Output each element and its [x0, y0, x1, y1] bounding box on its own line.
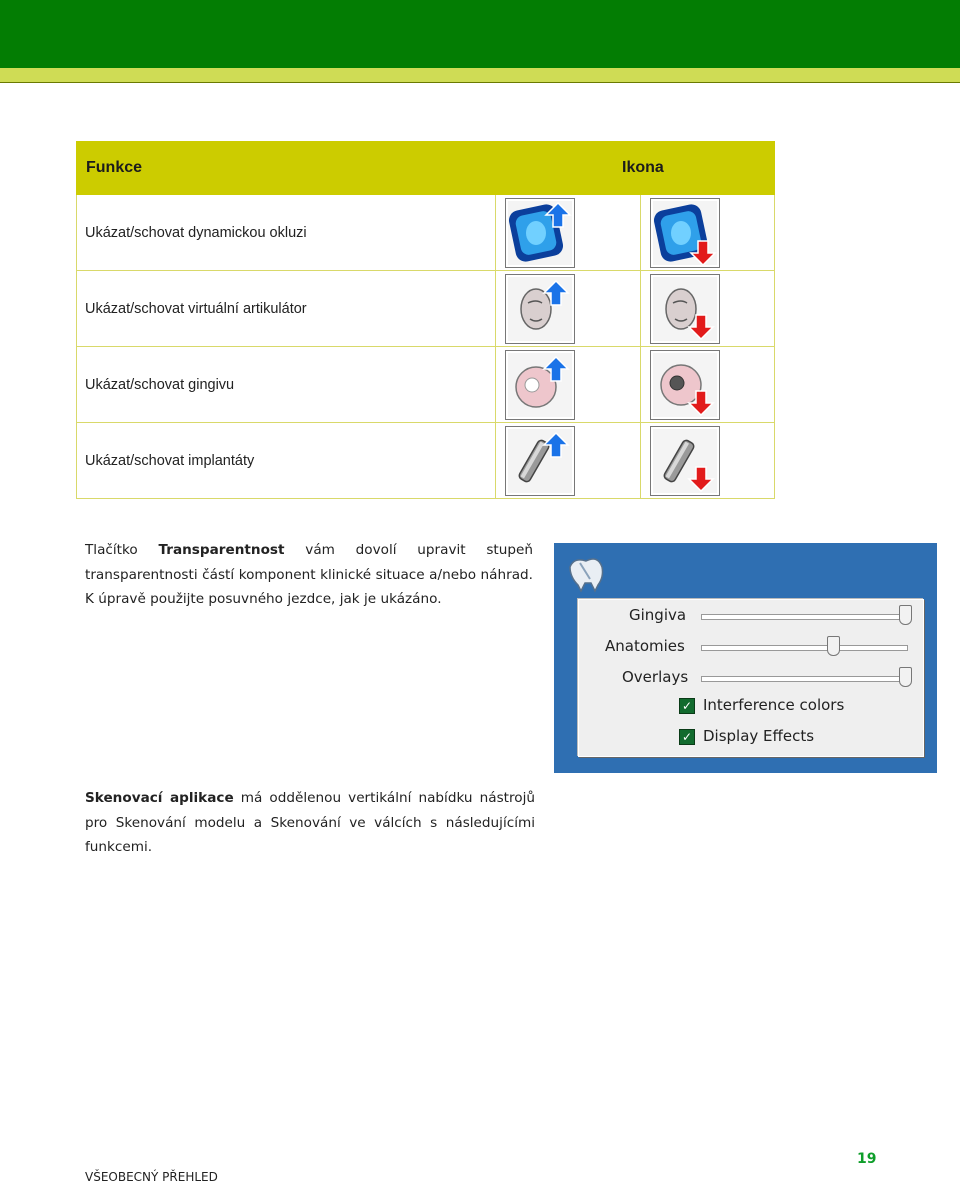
transparency-paragraph — [85, 538, 533, 612]
implants-hide-icon — [650, 426, 720, 496]
table-row — [77, 423, 775, 499]
slider-thumb-overlays[interactable] — [899, 667, 912, 687]
interference-colors-checkbox[interactable]: ✓ — [679, 698, 695, 714]
function-table — [76, 141, 775, 499]
row-label: Ukázat/schovat dynamickou okluzi — [77, 195, 496, 271]
panel-content — [578, 599, 924, 757]
table-row — [77, 271, 775, 347]
table-row — [77, 195, 775, 271]
interference-colors-label: Interference colors — [703, 696, 845, 714]
dynamic-occlusion-hide-icon — [650, 198, 720, 268]
row-label: Ukázat/schovat gingivu — [77, 347, 496, 423]
footer-section: VŠEOBECNÝ PŘEHLED — [85, 1170, 218, 1184]
virtual-articulator-hide-icon — [650, 274, 720, 344]
slider-label-gingiva: Gingiva — [629, 606, 687, 624]
slider-track-gingiva[interactable] — [701, 614, 908, 620]
slider-thumb-gingiva[interactable] — [899, 605, 912, 625]
page-number: 19 — [857, 1151, 877, 1167]
dynamic-occlusion-show-icon — [505, 198, 575, 268]
scan-bold: Skenovací aplikace — [85, 790, 234, 806]
slider-label-overlays: Overlays — [622, 668, 689, 686]
row-label: Ukázat/schovat virtuální artikulátor — [77, 271, 496, 347]
display-effects-label: Display Effects — [703, 727, 815, 745]
tooth-icon — [564, 553, 608, 593]
header-strip — [0, 68, 960, 83]
header-function: Funkce — [77, 142, 496, 195]
table-row — [77, 347, 775, 423]
slider-track-overlays[interactable] — [701, 676, 908, 682]
implants-show-icon — [505, 426, 575, 496]
table-header-row — [77, 142, 775, 195]
transparency-bold: Transparentnost — [158, 542, 285, 558]
scan-text: má oddělenou vertikální nabídku nástrojů pro Skenování modelu a Skenování ve válcích s následujícími funkcemi. — [85, 790, 535, 855]
transparency-panel — [554, 543, 937, 773]
virtual-articulator-show-icon — [505, 274, 575, 344]
slider-thumb-anatomies[interactable] — [827, 636, 840, 656]
transparency-text: vám dovolí upravit stupeň transparentnosti částí komponent klinické situace a/nebo náhrad. K úpravě použijte posuvného jezdce, jak je ukázáno. — [85, 542, 533, 607]
gingiva-hide-icon — [650, 350, 720, 420]
header-bar — [0, 0, 960, 69]
slider-track-anatomies[interactable] — [701, 645, 908, 651]
row-label: Ukázat/schovat implantáty — [77, 423, 496, 499]
display-effects-checkbox[interactable]: ✓ — [679, 729, 695, 745]
header-icon: Ikona — [622, 159, 664, 176]
gingiva-show-icon — [505, 350, 575, 420]
transparency-word: Tlačítko — [85, 542, 138, 558]
scan-paragraph — [85, 786, 535, 860]
slider-label-anatomies: Anatomies — [605, 637, 685, 655]
